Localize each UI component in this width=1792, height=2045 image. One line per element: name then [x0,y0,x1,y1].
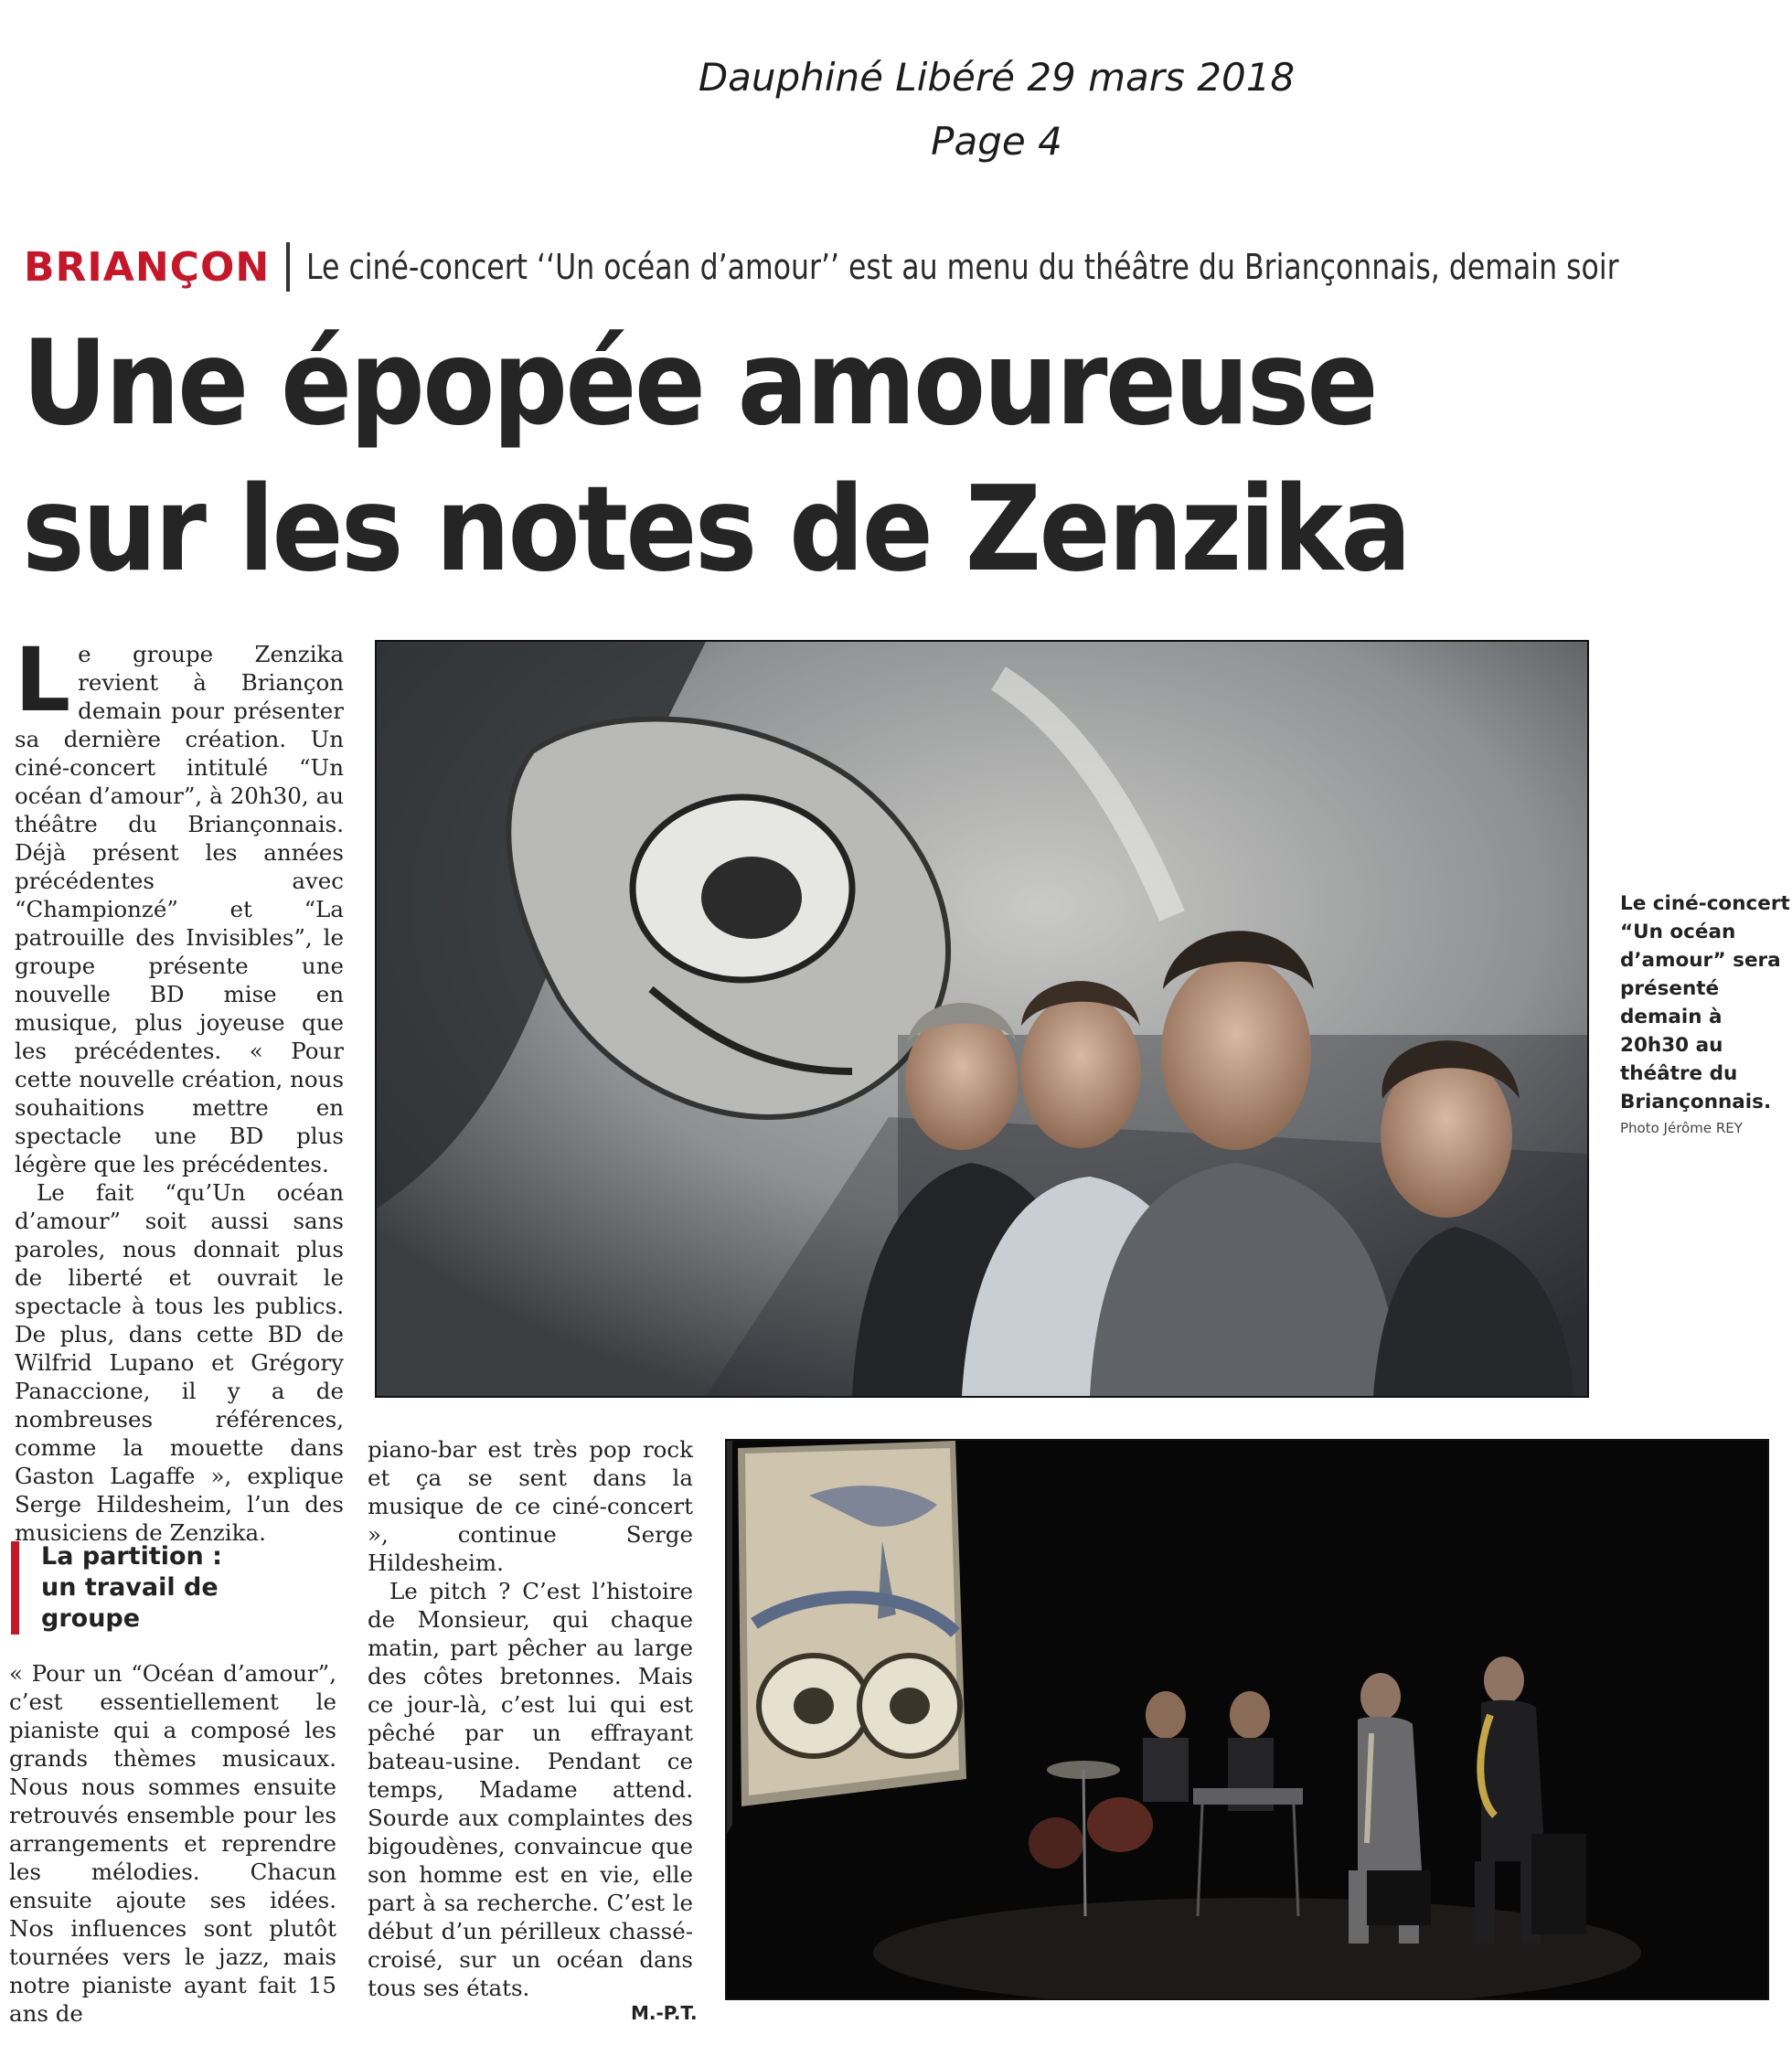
headline-line-2: sur les notes de Zenzika [22,462,1410,598]
kicker [24,240,1792,294]
article-column-2 [368,1435,693,2002]
kicker-text: Le ciné-concert ‘‘Un océan d’amour’’ est au menu du théâtre du Briançonnais, demain soir [306,247,1619,287]
band-portrait-photo [375,640,1589,1398]
kicker-divider [286,242,290,292]
kicker-city: BRIANÇON [24,243,271,291]
stage-performance-illustration [727,1441,1767,1998]
page-line: Page 4 [931,119,1062,164]
article-column-1 [15,629,345,1547]
photo-caption [1620,889,1792,1138]
article-paragraph-1 [15,629,345,1178]
article-paragraph-5: Le pitch ? C’est l’histoire de Monsieur, qui chaque matin, part pêcher au large des côtes bretonnes. Mais ce jour-là, c’est lui qui est pêché par un effrayant bateau-usine. Pendant ce temps, Madame attend. Sourde aux complaintes des bigoudènes, convaincue que son homme est en vie, elle part à sa recherche. C’est le début d’un périlleux chassé-croisé, sur un océan dans tous ses états. [368,1578,693,2001]
stage-performance-photo [725,1439,1769,2000]
headline-line-1: Une épopée amoureuse [22,315,1376,452]
author-signature: M.-P.T. [631,2002,698,2024]
article-paragraph-4: piano-bar est très pop rock et ça se sent dans la musique de ce ciné-concert », continue Serge Hildesheim. [368,1436,693,1576]
band-portrait-illustration [377,642,1587,1396]
article-paragraph-3: « Pour un “Océan d’amour”, c’est essentiellement le pianiste qui a composé les grands thèmes musicaux. Nous nous sommes ensuite retrouvés ensemble pour les arrangements et reprendre les mélodies. Chacun ensuite ajoute ses idées. Nos influences sont plutôt tournées vers le jazz, mais notre pianiste ayant fait 15 ans de [9,1660,336,2027]
drop-cap: L [15,629,71,731]
publication-line: Dauphiné Libéré 29 mars 2018 [698,55,1296,100]
article-column-1-bottom [9,1659,336,2028]
paragraph-1-text: e groupe Zenzika revient à Briançon demain pour présenter sa dernière création. Un ciné-concert intitulé “Un océan d’amour”, à 20h30, au théâtre du Briançonnais. Déjà présent les années précédentes avec “Championzé” et “La patrouille des Invisibles”, le groupe présente une nouvelle BD mise en musique, plus joyeuse que les précédentes. « Pour cette nouvelle création, nous souhaitions mettre en spectacle une BD plus légère que les précédentes. [15,641,345,1177]
headline [22,311,1759,603]
subheading: La partition : un travail de groupe [11,1541,261,1635]
source-header [0,46,1792,174]
article-paragraph-2: Le fait “qu’Un océan d’amour” soit aussi sans paroles, nous donnait plus de liberté et ouvrait le spectacle à tous les publics. De plus, dans cette BD de Wilfrid Lupano et Grégory Panaccione, il y a de nombreuses références, comme la mouette dans Gaston Lagaffe », explique Serge Hildesheim, l’un des musiciens de Zenzika. [15,1179,344,1546]
caption-text: Le ciné-concert “Un océan d’amour” sera présenté demain à 20h30 au théâtre du Briançonnais. [1620,892,1790,1113]
photo-credit: Photo Jérôme REY [1620,1120,1743,1136]
